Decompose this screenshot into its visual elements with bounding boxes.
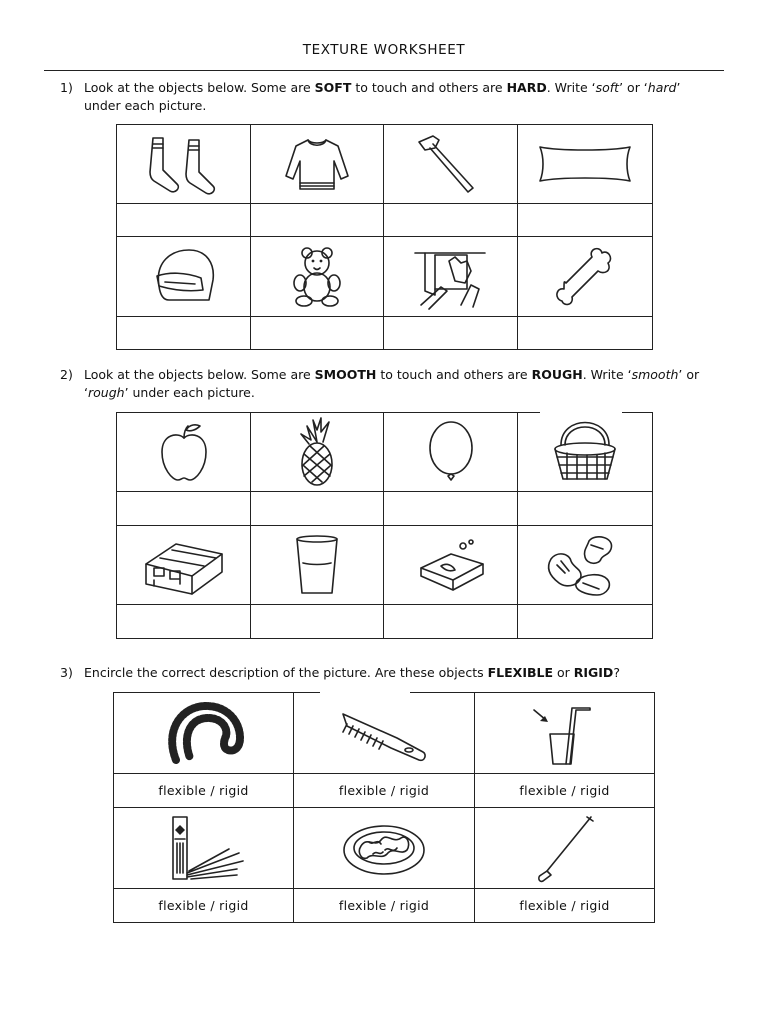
glass-icon: [292, 533, 342, 597]
q3-picture-cell: [294, 693, 475, 774]
q3-picture-cell: [114, 693, 294, 774]
basket-icon: [547, 419, 623, 485]
q2-picture-cell: [117, 413, 251, 492]
q1-answer-cell[interactable]: [117, 204, 251, 237]
q2-picture-cell: [384, 413, 518, 492]
golf-club-icon: [525, 813, 605, 883]
apple-icon: [156, 420, 212, 484]
flexible-rigid-choice[interactable]: flexible / rigid: [294, 774, 475, 808]
socks-icon: [139, 132, 229, 196]
q3-picture-cell: [475, 808, 655, 889]
q1-picture-cell: [518, 125, 653, 204]
q2-answer-cell[interactable]: [251, 605, 384, 639]
sweater-icon: [282, 134, 352, 194]
q2-picture-cell: [117, 526, 251, 605]
spaghetti-icon: [159, 813, 249, 883]
flexible-rigid-choice[interactable]: flexible / rigid: [114, 889, 294, 923]
question-text: Look at the objects below. Some are SMOOTH to touch and others are ROUGH. Write ‘smooth’ or ‘rough’ under each picture.: [84, 367, 700, 400]
q3-picture-cell: [294, 808, 475, 889]
towel-icon: [411, 245, 491, 309]
q1-picture-cell: [117, 125, 251, 204]
flexible-rigid-choice[interactable]: flexible / rigid: [114, 774, 294, 808]
q2-answer-cell[interactable]: [384, 605, 518, 639]
q3-table: [113, 692, 655, 923]
question-text: Encircle the correct description of the picture. Are these objects FLEXIBLE or RIGID?: [84, 665, 620, 680]
q1-picture-cell: [117, 237, 251, 317]
hammer-icon: [411, 132, 491, 196]
q1-picture-cell: [384, 125, 518, 204]
q2-picture-cell: [518, 526, 653, 605]
peanuts-icon: [543, 531, 627, 599]
q2-answer-cell[interactable]: [518, 605, 653, 639]
pasta-plate-icon: [339, 816, 429, 880]
flexible-rigid-choice[interactable]: flexible / rigid: [475, 889, 655, 923]
question-3: [60, 664, 720, 682]
bone-icon: [550, 247, 620, 307]
q1-picture-cell: [251, 237, 384, 317]
q1-answer-cell[interactable]: [518, 317, 653, 350]
pillow-icon: [530, 139, 640, 189]
question-number: 1): [60, 80, 73, 95]
pineapple-icon: [292, 416, 342, 488]
balloon-icon: [426, 416, 476, 488]
page-title: TEXTURE WORKSHEET: [302, 42, 466, 58]
q2-answer-cell[interactable]: [117, 605, 251, 639]
border-gap: [540, 404, 622, 414]
q1-answer-cell[interactable]: [251, 317, 384, 350]
question-text: Look at the objects below. Some are SOFT to touch and others are HARD. Write ‘soft’ or ‘hard’ under each picture.: [84, 80, 681, 113]
q2-answer-cell[interactable]: [518, 492, 653, 526]
q2-picture-cell: [518, 413, 653, 492]
q2-table: [116, 412, 653, 639]
q2-picture-cell: [384, 526, 518, 605]
q1-answer-cell[interactable]: [384, 317, 518, 350]
q3-picture-cell: [475, 693, 655, 774]
q2-answer-cell[interactable]: [384, 492, 518, 526]
flexible-rigid-choice[interactable]: flexible / rigid: [475, 774, 655, 808]
q2-answer-cell[interactable]: [251, 492, 384, 526]
flexible-rigid-choice[interactable]: flexible / rigid: [294, 889, 475, 923]
q1-answer-cell[interactable]: [117, 317, 251, 350]
q2-answer-cell[interactable]: [117, 492, 251, 526]
question-number: 2): [60, 367, 73, 382]
question-2: [60, 366, 720, 402]
border-gap: [320, 686, 410, 694]
q1-answer-cell[interactable]: [251, 204, 384, 237]
q1-answer-cell[interactable]: [518, 204, 653, 237]
q3-picture-cell: [114, 808, 294, 889]
q2-picture-cell: [251, 526, 384, 605]
tinsel-icon: [162, 700, 246, 766]
q1-answer-cell[interactable]: [384, 204, 518, 237]
teddy-bear-icon: [282, 245, 352, 309]
brick-icon: [142, 536, 226, 594]
helmet-icon: [149, 246, 219, 308]
soap-icon: [413, 538, 489, 592]
title-divider: [44, 70, 724, 71]
straw-in-glass-icon: [520, 698, 610, 768]
question-number: 3): [60, 665, 73, 680]
question-1: [60, 79, 720, 115]
q2-picture-cell: [251, 413, 384, 492]
comb-icon: [339, 700, 429, 766]
q1-table: [116, 124, 653, 350]
q1-picture-cell: [251, 125, 384, 204]
q1-picture-cell: [384, 237, 518, 317]
q1-picture-cell: [518, 237, 653, 317]
